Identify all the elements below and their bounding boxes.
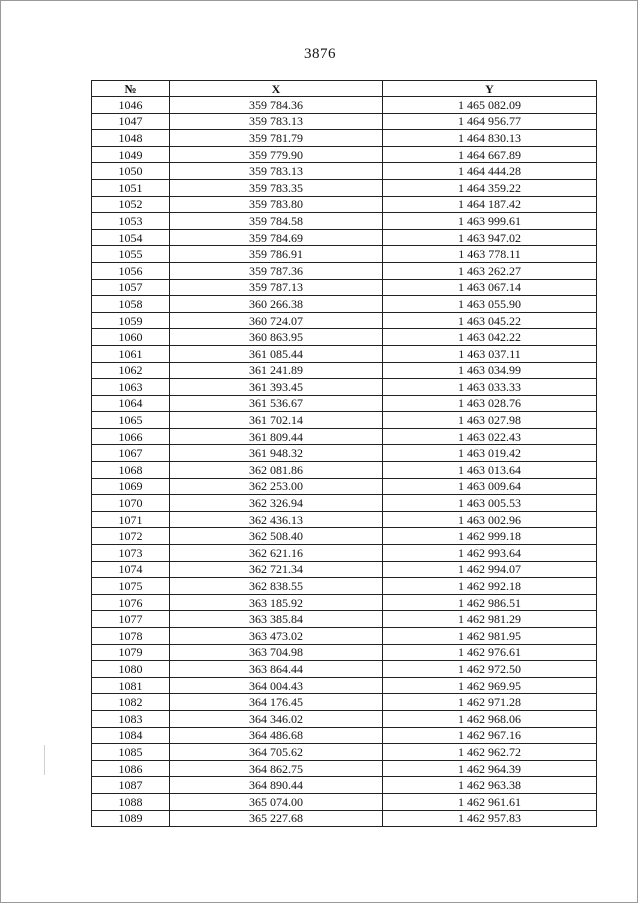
y-coordinate: 1 464 187.42 bbox=[383, 196, 597, 213]
x-coordinate: 359 787.13 bbox=[170, 279, 383, 296]
y-coordinate: 1 463 034.99 bbox=[383, 362, 597, 379]
y-coordinate: 1 462 981.95 bbox=[383, 628, 597, 645]
table-row bbox=[92, 146, 597, 163]
table-row bbox=[92, 594, 597, 611]
table-row bbox=[92, 495, 597, 512]
x-coordinate: 360 724.07 bbox=[170, 312, 383, 329]
table-row bbox=[92, 246, 597, 263]
y-coordinate: 1 462 971.28 bbox=[383, 694, 597, 711]
y-coordinate: 1 463 262.27 bbox=[383, 262, 597, 279]
table-row bbox=[92, 395, 597, 412]
x-coordinate: 361 241.89 bbox=[170, 362, 383, 379]
page-number: 3876 bbox=[304, 46, 336, 62]
point-number: 1064 bbox=[92, 395, 170, 412]
coordinates-table bbox=[91, 80, 597, 827]
point-number: 1079 bbox=[92, 644, 170, 661]
x-coordinate: 365 074.00 bbox=[170, 793, 383, 810]
table-row bbox=[92, 445, 597, 462]
table-row bbox=[92, 362, 597, 379]
y-coordinate: 1 463 005.53 bbox=[383, 495, 597, 512]
x-coordinate: 364 176.45 bbox=[170, 694, 383, 711]
y-coordinate: 1 462 981.29 bbox=[383, 611, 597, 628]
x-coordinate: 364 705.62 bbox=[170, 744, 383, 761]
point-number: 1066 bbox=[92, 428, 170, 445]
point-number: 1076 bbox=[92, 594, 170, 611]
table-row bbox=[92, 628, 597, 645]
table-row bbox=[92, 727, 597, 744]
point-number: 1080 bbox=[92, 661, 170, 678]
x-coordinate: 364 862.75 bbox=[170, 760, 383, 777]
x-coordinate: 362 508.40 bbox=[170, 528, 383, 545]
point-number: 1073 bbox=[92, 545, 170, 562]
x-coordinate: 362 436.13 bbox=[170, 511, 383, 528]
x-coordinate: 359 784.58 bbox=[170, 213, 383, 230]
table-row bbox=[92, 694, 597, 711]
y-coordinate: 1 462 992.18 bbox=[383, 578, 597, 595]
point-number: 1048 bbox=[92, 130, 170, 147]
point-number: 1071 bbox=[92, 511, 170, 528]
table-row bbox=[92, 113, 597, 130]
point-number: 1063 bbox=[92, 379, 170, 396]
point-number: 1051 bbox=[92, 179, 170, 196]
table-row bbox=[92, 279, 597, 296]
point-number: 1087 bbox=[92, 777, 170, 794]
point-number: 1086 bbox=[92, 760, 170, 777]
point-number: 1061 bbox=[92, 345, 170, 362]
point-number: 1054 bbox=[92, 229, 170, 246]
y-coordinate: 1 462 976.61 bbox=[383, 644, 597, 661]
table-row bbox=[92, 545, 597, 562]
x-coordinate: 360 266.38 bbox=[170, 296, 383, 313]
table-row bbox=[92, 379, 597, 396]
y-coordinate: 1 462 986.51 bbox=[383, 594, 597, 611]
column-header-y: Y bbox=[383, 81, 597, 97]
y-coordinate: 1 463 022.43 bbox=[383, 428, 597, 445]
y-coordinate: 1 462 968.06 bbox=[383, 710, 597, 727]
point-number: 1062 bbox=[92, 362, 170, 379]
y-coordinate: 1 463 067.14 bbox=[383, 279, 597, 296]
point-number: 1049 bbox=[92, 146, 170, 163]
table-row bbox=[92, 677, 597, 694]
point-number: 1085 bbox=[92, 744, 170, 761]
y-coordinate: 1 463 999.61 bbox=[383, 213, 597, 230]
x-coordinate: 364 004.43 bbox=[170, 677, 383, 694]
table-row bbox=[92, 196, 597, 213]
point-number: 1074 bbox=[92, 561, 170, 578]
y-coordinate: 1 464 830.13 bbox=[383, 130, 597, 147]
point-number: 1047 bbox=[92, 113, 170, 130]
point-number: 1060 bbox=[92, 329, 170, 346]
point-number: 1067 bbox=[92, 445, 170, 462]
point-number: 1072 bbox=[92, 528, 170, 545]
y-coordinate: 1 462 963.38 bbox=[383, 777, 597, 794]
y-coordinate: 1 462 962.72 bbox=[383, 744, 597, 761]
point-number: 1089 bbox=[92, 810, 170, 827]
y-coordinate: 1 462 967.16 bbox=[383, 727, 597, 744]
table-row bbox=[92, 312, 597, 329]
x-coordinate: 363 704.98 bbox=[170, 644, 383, 661]
point-number: 1053 bbox=[92, 213, 170, 230]
point-number: 1081 bbox=[92, 677, 170, 694]
x-coordinate: 360 863.95 bbox=[170, 329, 383, 346]
x-coordinate: 365 227.68 bbox=[170, 810, 383, 827]
point-number: 1082 bbox=[92, 694, 170, 711]
table-row bbox=[92, 644, 597, 661]
x-coordinate: 359 781.79 bbox=[170, 130, 383, 147]
table-header-row bbox=[92, 81, 597, 97]
x-coordinate: 363 185.92 bbox=[170, 594, 383, 611]
x-coordinate: 363 385.84 bbox=[170, 611, 383, 628]
table-row bbox=[92, 777, 597, 794]
y-coordinate: 1 463 028.76 bbox=[383, 395, 597, 412]
y-coordinate: 1 462 972.50 bbox=[383, 661, 597, 678]
table-row bbox=[92, 179, 597, 196]
table-body bbox=[92, 97, 597, 827]
x-coordinate: 359 783.80 bbox=[170, 196, 383, 213]
x-coordinate: 362 326.94 bbox=[170, 495, 383, 512]
y-coordinate: 1 464 667.89 bbox=[383, 146, 597, 163]
x-coordinate: 359 784.69 bbox=[170, 229, 383, 246]
y-coordinate: 1 463 947.02 bbox=[383, 229, 597, 246]
y-coordinate: 1 462 994.07 bbox=[383, 561, 597, 578]
point-number: 1056 bbox=[92, 262, 170, 279]
x-coordinate: 362 838.55 bbox=[170, 578, 383, 595]
point-number: 1065 bbox=[92, 412, 170, 429]
table-row bbox=[92, 213, 597, 230]
table-row bbox=[92, 528, 597, 545]
x-coordinate: 362 253.00 bbox=[170, 478, 383, 495]
y-coordinate: 1 464 359.22 bbox=[383, 179, 597, 196]
table-row bbox=[92, 130, 597, 147]
y-coordinate: 1 464 444.28 bbox=[383, 163, 597, 180]
table-row bbox=[92, 296, 597, 313]
y-coordinate: 1 463 027.98 bbox=[383, 412, 597, 429]
x-coordinate: 359 786.91 bbox=[170, 246, 383, 263]
x-coordinate: 362 081.86 bbox=[170, 462, 383, 479]
y-coordinate: 1 465 082.09 bbox=[383, 97, 597, 114]
y-coordinate: 1 462 993.64 bbox=[383, 545, 597, 562]
x-coordinate: 361 702.14 bbox=[170, 412, 383, 429]
point-number: 1055 bbox=[92, 246, 170, 263]
y-coordinate: 1 463 045.22 bbox=[383, 312, 597, 329]
point-number: 1078 bbox=[92, 628, 170, 645]
table-row bbox=[92, 810, 597, 827]
table-row bbox=[92, 345, 597, 362]
point-number: 1084 bbox=[92, 727, 170, 744]
y-coordinate: 1 462 957.83 bbox=[383, 810, 597, 827]
y-coordinate: 1 462 969.95 bbox=[383, 677, 597, 694]
x-coordinate: 359 783.13 bbox=[170, 113, 383, 130]
y-coordinate: 1 463 037.11 bbox=[383, 345, 597, 362]
table-row bbox=[92, 611, 597, 628]
x-coordinate: 359 784.36 bbox=[170, 97, 383, 114]
table-row bbox=[92, 793, 597, 810]
point-number: 1058 bbox=[92, 296, 170, 313]
x-coordinate: 363 864.44 bbox=[170, 661, 383, 678]
y-coordinate: 1 462 961.61 bbox=[383, 793, 597, 810]
point-number: 1088 bbox=[92, 793, 170, 810]
table-row bbox=[92, 760, 597, 777]
x-coordinate: 361 948.32 bbox=[170, 445, 383, 462]
y-coordinate: 1 463 013.64 bbox=[383, 462, 597, 479]
point-number: 1075 bbox=[92, 578, 170, 595]
table-row bbox=[92, 661, 597, 678]
x-coordinate: 361 085.44 bbox=[170, 345, 383, 362]
y-coordinate: 1 463 778.11 bbox=[383, 246, 597, 263]
table-row bbox=[92, 511, 597, 528]
point-number: 1070 bbox=[92, 495, 170, 512]
x-coordinate: 361 809.44 bbox=[170, 428, 383, 445]
column-header-number: № bbox=[92, 81, 170, 97]
y-coordinate: 1 463 019.42 bbox=[383, 445, 597, 462]
table-row bbox=[92, 97, 597, 114]
point-number: 1068 bbox=[92, 462, 170, 479]
x-coordinate: 359 787.36 bbox=[170, 262, 383, 279]
y-coordinate: 1 462 999.18 bbox=[383, 528, 597, 545]
point-number: 1059 bbox=[92, 312, 170, 329]
y-coordinate: 1 463 055.90 bbox=[383, 296, 597, 313]
x-coordinate: 359 783.13 bbox=[170, 163, 383, 180]
table-row bbox=[92, 478, 597, 495]
table-row bbox=[92, 428, 597, 445]
x-coordinate: 364 346.02 bbox=[170, 710, 383, 727]
table-row bbox=[92, 578, 597, 595]
x-coordinate: 364 890.44 bbox=[170, 777, 383, 794]
point-number: 1057 bbox=[92, 279, 170, 296]
table-row bbox=[92, 412, 597, 429]
x-coordinate: 364 486.68 bbox=[170, 727, 383, 744]
point-number: 1077 bbox=[92, 611, 170, 628]
x-coordinate: 361 393.45 bbox=[170, 379, 383, 396]
point-number: 1050 bbox=[92, 163, 170, 180]
point-number: 1083 bbox=[92, 710, 170, 727]
y-coordinate: 1 463 002.96 bbox=[383, 511, 597, 528]
x-coordinate: 362 621.16 bbox=[170, 545, 383, 562]
table-row bbox=[92, 329, 597, 346]
point-number: 1046 bbox=[92, 97, 170, 114]
point-number: 1052 bbox=[92, 196, 170, 213]
table-row bbox=[92, 744, 597, 761]
x-coordinate: 359 783.35 bbox=[170, 179, 383, 196]
y-coordinate: 1 463 042.22 bbox=[383, 329, 597, 346]
table-row bbox=[92, 262, 597, 279]
table-row bbox=[92, 710, 597, 727]
x-coordinate: 362 721.34 bbox=[170, 561, 383, 578]
y-coordinate: 1 464 956.77 bbox=[383, 113, 597, 130]
table-row bbox=[92, 163, 597, 180]
x-coordinate: 361 536.67 bbox=[170, 395, 383, 412]
y-coordinate: 1 463 033.33 bbox=[383, 379, 597, 396]
x-coordinate: 359 779.90 bbox=[170, 146, 383, 163]
table-row bbox=[92, 462, 597, 479]
table-row bbox=[92, 229, 597, 246]
point-number: 1069 bbox=[92, 478, 170, 495]
y-coordinate: 1 463 009.64 bbox=[383, 478, 597, 495]
table-row bbox=[92, 561, 597, 578]
x-coordinate: 363 473.02 bbox=[170, 628, 383, 645]
y-coordinate: 1 462 964.39 bbox=[383, 760, 597, 777]
column-header-x: X bbox=[170, 81, 383, 97]
margin-mark bbox=[44, 745, 45, 775]
